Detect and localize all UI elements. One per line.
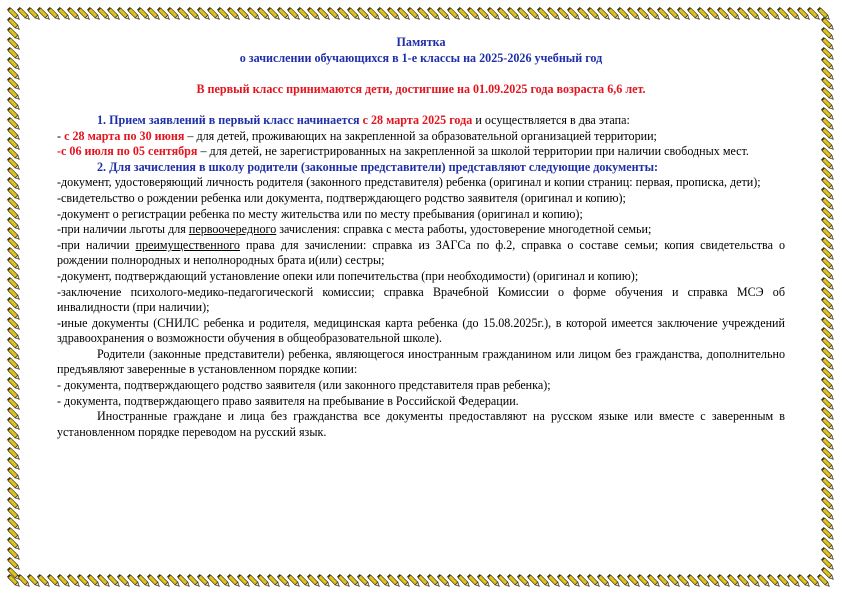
foreign-citizens-closing: Иностранные граждане и лица без гражданства все документы предоставляют на русском языке или вместе с заверенным в установленном порядке переводом на русский язык. <box>57 409 785 439</box>
document-list-item: -свидетельство о рождении ребенка или документа, подтверждающего родство заявителя (оригинал и копию); <box>57 190 626 205</box>
document-list-item: -документ, удостоверяющий личность родителя (законного представителя) ребенка (оригинал и копии страниц: первая, прописка, дети); <box>57 175 761 190</box>
stage-1-line: - с 28 марта по 30 июня – для детей, проживающих на закрепленной за образовательной организацией территории; <box>57 128 657 143</box>
memo-title: Памятка <box>396 35 446 49</box>
memo-subtitle: о зачислении обучающихся в 1-е классы на 2025-2026 учебный год <box>239 50 603 65</box>
foreign-document-item: - документа, подтверждающего родство заявителя (или законного представителя прав ребенка); <box>57 378 551 393</box>
section-2-heading: 2. Для зачисления в школу родители (законные представители) представляют следующие документы: <box>97 159 659 174</box>
document-list-item: -документ, подтверждающий установление опеки или попечительства (при необходимости) (оригинал и копию); <box>57 268 639 283</box>
age-requirement-notice: В первый класс принимаются дети, достигшие на 01.09.2025 года возраста 6,6 лет. <box>196 81 646 96</box>
foreign-citizens-intro: Родители (законные представители) ребенка, являющегося иностранным гражданином или лицом без гражданства, дополнительно предъявляют заверенные в установленном порядке копии: <box>57 346 785 377</box>
document-list-item: -иные документы (СНИЛС ребенка и родителя, медицинская карта ребенка (до 15.08.2025г.), в которой имеется заключение учреждений здравоохранения о возможности обучения в общеобразовательной школе). <box>57 315 785 346</box>
document-list-item: -при наличии преимущественного права для зачислении: справка из ЗАГСа по ф.2, справка о составе семьи; копия свидетельства о рождении полнородных и неполнородных брата и(или) сестры; <box>57 237 786 268</box>
section-1-heading: 1. Прием заявлений в первый класс начинается с 28 марта 2025 года и осуществляется в два этапа: <box>97 112 630 127</box>
memo-document <box>57 35 785 440</box>
foreign-document-item: - документа, подтверждающего право заявителя на пребывание в Российской Федерации. <box>57 393 519 408</box>
document-list-item: -документ о регистрации ребенка по месту жительства или по месту пребывания (оригинал и копию); <box>57 206 583 221</box>
document-list-item: -заключение психолого-медико-педагогическогй комиссии; справка Врачебной Комиссии о форме обучения и справка МСЭ об инвалидности (при наличии); <box>57 284 785 315</box>
stage-2-line: -с 06 июля по 05 сентября – для детей, не зарегистрированных на закрепленной за школой территории при наличии свободных мест. <box>57 144 749 159</box>
document-list-item: -при наличии льготы для первоочередного зачисления: справка с места работы, удостоверение многодетной семьи; <box>57 222 652 237</box>
